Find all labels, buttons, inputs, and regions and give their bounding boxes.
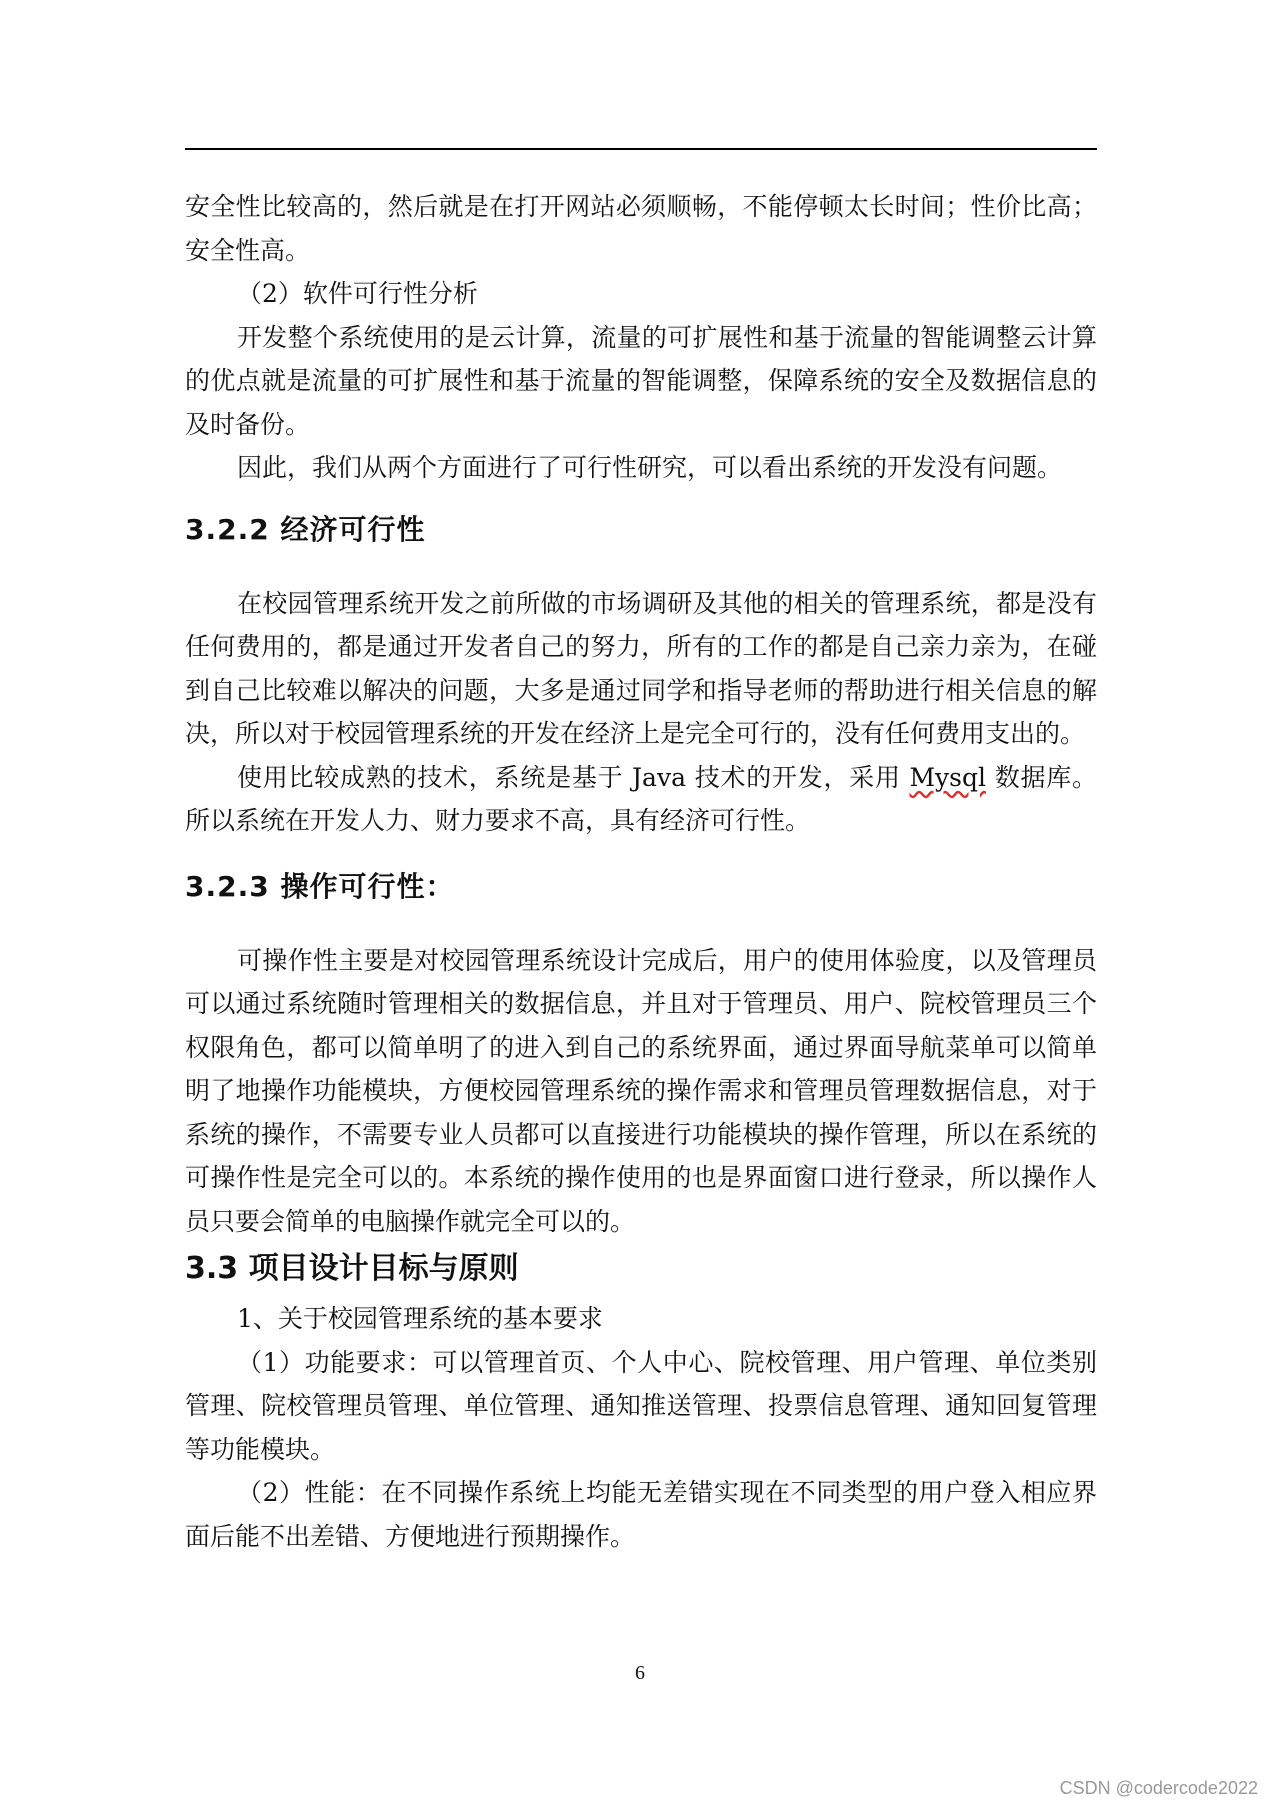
header-rule [185, 148, 1097, 150]
paragraph-technology [185, 756, 1097, 843]
heading-economic-feasibility: 3.2.2 经济可行性 [185, 512, 426, 546]
paragraph-conclusion: 因此，我们从两个方面进行了可行性研究，可以看出系统的开发没有问题。 [237, 453, 1063, 482]
technology-text-after: 数据库。所以系统在开发人力、财力要求不高，具有经济可行性。 [185, 762, 1097, 835]
page-number: 6 [635, 1662, 645, 1684]
paragraph-security: 安全性比较高的，然后就是在打开网站必须顺畅，不能停顿太长时间；性价比高；安全性高。 [185, 192, 1097, 265]
paragraph-market-research: 在校园管理系统开发之前所做的市场调研及其他的相关的管理系统，都是没有任何费用的，都是通过开发者自己的努力，所有的工作的都是自己亲力亲为，在碰到自己比较难以解决的问题，大多是通过同学和指导老师的帮助进行相关信息的解决，所以对于校园管理系统的开发在经济上是完全可行的，没有任何费用支出的。 [185, 588, 1097, 748]
paragraph-function-requirements: （1）功能要求：可以管理首页、个人中心、院校管理、用户管理、单位类别管理、院校管理员管理、单位管理、通知推送管理、投票信息管理、通知回复管理等功能模块。 [185, 1347, 1097, 1464]
spellcheck-mysql: Mysql [909, 762, 987, 792]
paragraph-performance: （2）性能：在不同操作系统上均能无差错实现在不同类型的用户登入相应界面后能不出差错、方便地进行预期操作。 [185, 1478, 1097, 1551]
technology-text-before: 使用比较成熟的技术，系统是基于 Java 技术的开发，采用 [237, 762, 910, 792]
document-body [185, 185, 1097, 1558]
item-software-feasibility: （2）软件可行性分析 [237, 279, 478, 308]
paragraph-cloud: 开发整个系统使用的是云计算，流量的可扩展性和基于流量的智能调整云计算的优点就是流量的可扩展性和基于流量的智能调整，保障系统的安全及数据信息的及时备份。 [185, 322, 1097, 439]
item-basic-requirements: 1、关于校园管理系统的基本要求 [237, 1304, 603, 1333]
heading-operation-feasibility: 3.2.3 操作可行性： [185, 869, 455, 903]
heading-design-goals: 3.3 项目设计目标与原则 [185, 1251, 519, 1286]
paragraph-operability: 可操作性主要是对校园管理系统设计完成后，用户的使用体验度，以及管理员可以通过系统随时管理相关的数据信息，并且对于管理员、用户、院校管理员三个权限角色，都可以简单明了的进入到自己的系统界面，通过界面导航菜单可以简单明了地操作功能模块，方便校园管理系统的操作需求和管理员管理数据信息，对于系统的操作，不需要专业人员都可以直接进行功能模块的操作管理，所以在系统的可操作性是完全可以的。本系统的操作使用的也是界面窗口进行登录，所以操作人员只要会简单的电脑操作就完全可以的。 [185, 945, 1097, 1236]
csdn-watermark: CSDN @codercode2022 [1059, 1778, 1258, 1798]
